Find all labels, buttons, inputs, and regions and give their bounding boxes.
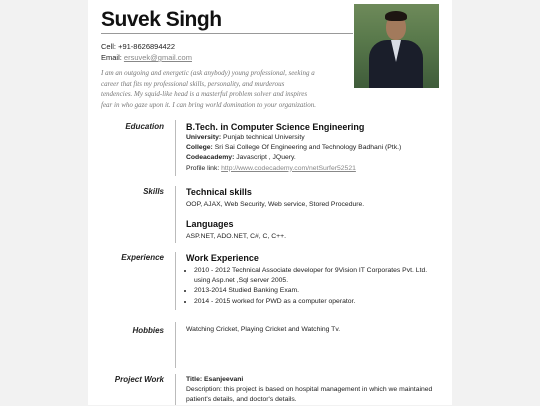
experience-divider — [175, 252, 176, 310]
profile-photo — [354, 4, 439, 88]
experience-label: Experience — [121, 253, 164, 262]
experience-section — [186, 252, 436, 307]
experience-list — [186, 266, 436, 307]
college-line: College: Sri Sai College Of Engineering and Technology Badhani (Ptk.) — [186, 144, 402, 152]
hobbies-label: Hobbies — [132, 326, 164, 335]
languages-title: Languages — [186, 219, 234, 230]
languages-text: ASP.NET, ADO.NET, C#, C, C++. — [186, 233, 286, 241]
email-label: Email: — [101, 53, 124, 62]
project-label: Project Work — [114, 375, 164, 384]
hobbies-section — [186, 325, 436, 335]
technical-skills-title: Technical skills — [186, 187, 252, 197]
skills-divider — [175, 186, 176, 243]
project-description: Description: this project is based on hospital management in which we maintained patient's details, and doctor's details. — [186, 386, 433, 404]
experience-item: • 2014 - 2015 worked for PWD as a computer operator. — [194, 297, 436, 307]
education-divider — [175, 120, 176, 176]
hobbies-text: Watching Cricket, Playing Cricket and Watching Tv. — [186, 326, 341, 333]
project-divider — [175, 374, 176, 405]
email-line — [101, 52, 192, 63]
project-section — [186, 375, 436, 406]
university-line: University: Punjab technical University — [186, 134, 305, 141]
work-experience-title: Work Experience — [186, 253, 259, 263]
hobbies-divider — [175, 322, 176, 368]
project-title-line: Title: Esanjeevani — [186, 376, 244, 383]
codeacademy-line: Codeacademy: Javascript , JQuery. — [186, 154, 296, 162]
education-section — [186, 121, 436, 174]
cell-number: Cell: +91-8626894422 — [101, 42, 176, 51]
bio-text: I am an outgoing and energetic (ask anybody) young professional, seeking a career that fits my professional skills, personality, and murderous tendencies. My squid-like head is a masterful problem solver and inspires fear in who gaze upon it. I can bring world domination to your organization. — [101, 69, 316, 109]
email-link[interactable]: ersuvek@gmail.com — [123, 53, 192, 62]
degree-title: B.Tech. in Computer Science Engineering — [186, 122, 365, 132]
education-label: Education — [125, 122, 164, 131]
name-divider — [101, 33, 353, 34]
profile-link[interactable]: http://www.codecademy.com/netSurfer52521 — [221, 164, 356, 172]
profile-line: Profile link: http://www.codecademy.com/netSurfer52521 — [186, 164, 356, 172]
experience-item: • 2013-2014 Studied Banking Exam. — [194, 286, 436, 296]
skills-label: Skills — [143, 187, 164, 196]
technical-skills-text: OOP, AJAX, Web Security, Web service, Stored Procedure. — [186, 201, 365, 208]
candidate-name: Suvek Singh — [101, 8, 222, 31]
skills-section — [186, 186, 436, 242]
experience-item: • 2010 - 2012 Technical Associate developer for 9Vision IT Corporates Pvt. Ltd. using Asp.net ,Sql server 2005. — [194, 266, 436, 286]
contact-info — [101, 41, 192, 63]
